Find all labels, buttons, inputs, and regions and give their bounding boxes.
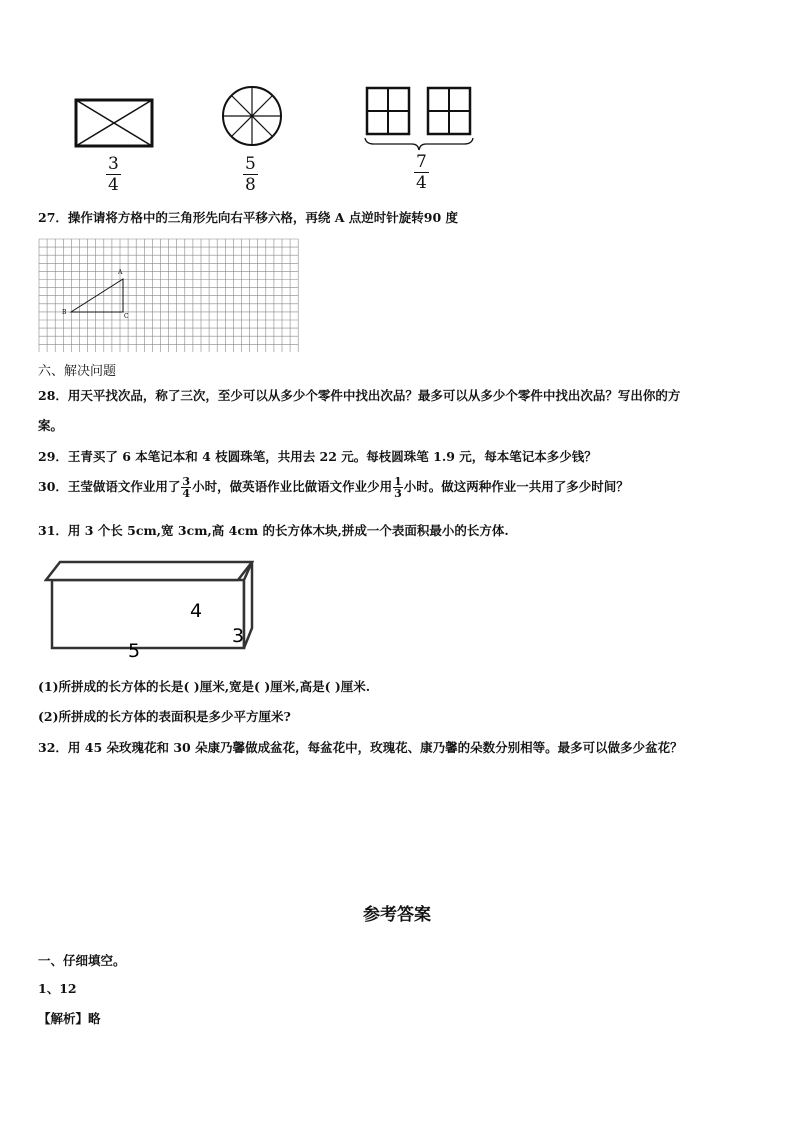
fraction-inline: $\frac{3}{4}$: [182, 475, 191, 500]
cuboid-figure: [44, 556, 254, 666]
top-figures-panel: [46, 82, 498, 195]
fraction-five-eighths: 5 8: [245, 154, 256, 195]
fraction-inline: $\frac{1}{3}$: [394, 475, 402, 500]
answer-analysis: 【解析】略: [38, 1011, 101, 1026]
height-label: 4: [190, 600, 203, 622]
section-heading: 六、解决问题: [38, 364, 117, 379]
vertex-b-label: B: [62, 309, 67, 316]
vertex-c-label: C: [124, 313, 129, 320]
question-28-line2: 案。: [38, 418, 64, 433]
question-31-sub1: (1)所拼成的长方体的长是( )厘米,宽是( )厘米,高是( )厘米.: [38, 679, 371, 694]
question-31-sub2: (2)所拼成的长方体的表面积是多少平方厘米?: [38, 709, 291, 724]
question-28-line1: 28．用天平找次品，称了三次，至少可以从多少个零件中找出次品？最多可以从多少个零件中找出次品？写出你的方: [38, 388, 681, 403]
answers-title: 参考答案: [363, 905, 431, 925]
answer-1: 1、12: [38, 981, 77, 996]
grid-with-triangle: [38, 238, 300, 352]
vertex-a-label: A: [118, 269, 123, 276]
question-27: 27．操作请将方格中的三角形先向右平移六格，再绕 A 点逆时针旋转90 度: [38, 210, 459, 225]
width-label: 3: [232, 625, 245, 647]
rectangle-with-diagonals: [74, 98, 154, 148]
question-31: 31．用 3 个长 5cm,宽 3cm,高 4cm 的长方体木块,拼成一个表面积最小的长方体.: [38, 523, 509, 538]
question-32: 32．用 45 朵玫瑰花和 30 朵康乃馨做成盆花，每盆花中，玫瑰花、康乃馨的朵数分别相等。最多可以做多少盆花？: [38, 740, 683, 755]
question-29: 29．王青买了 6 本笔记本和 4 枝圆珠笔，共用去 22 元。每枝圆珠笔 1.9 元，每本笔记本多少钱？: [38, 449, 597, 464]
answers-section: 一、仔细填空。: [38, 953, 126, 968]
circle-divided-eighths: [220, 84, 284, 148]
fraction-seven-quarters: 7 4: [416, 152, 427, 193]
question-30: 30．王莹做语文作业用了 $\frac{3}{4}$ 小时，做英语作业比做语文作业少用 $\frac{1}{3}$ 小时。做这两种作业一共用了多少时间？: [38, 475, 629, 500]
fraction-three-quarters: 3 4: [108, 154, 119, 195]
length-label: 5: [128, 640, 141, 662]
two-squares-quarters: [362, 86, 502, 156]
